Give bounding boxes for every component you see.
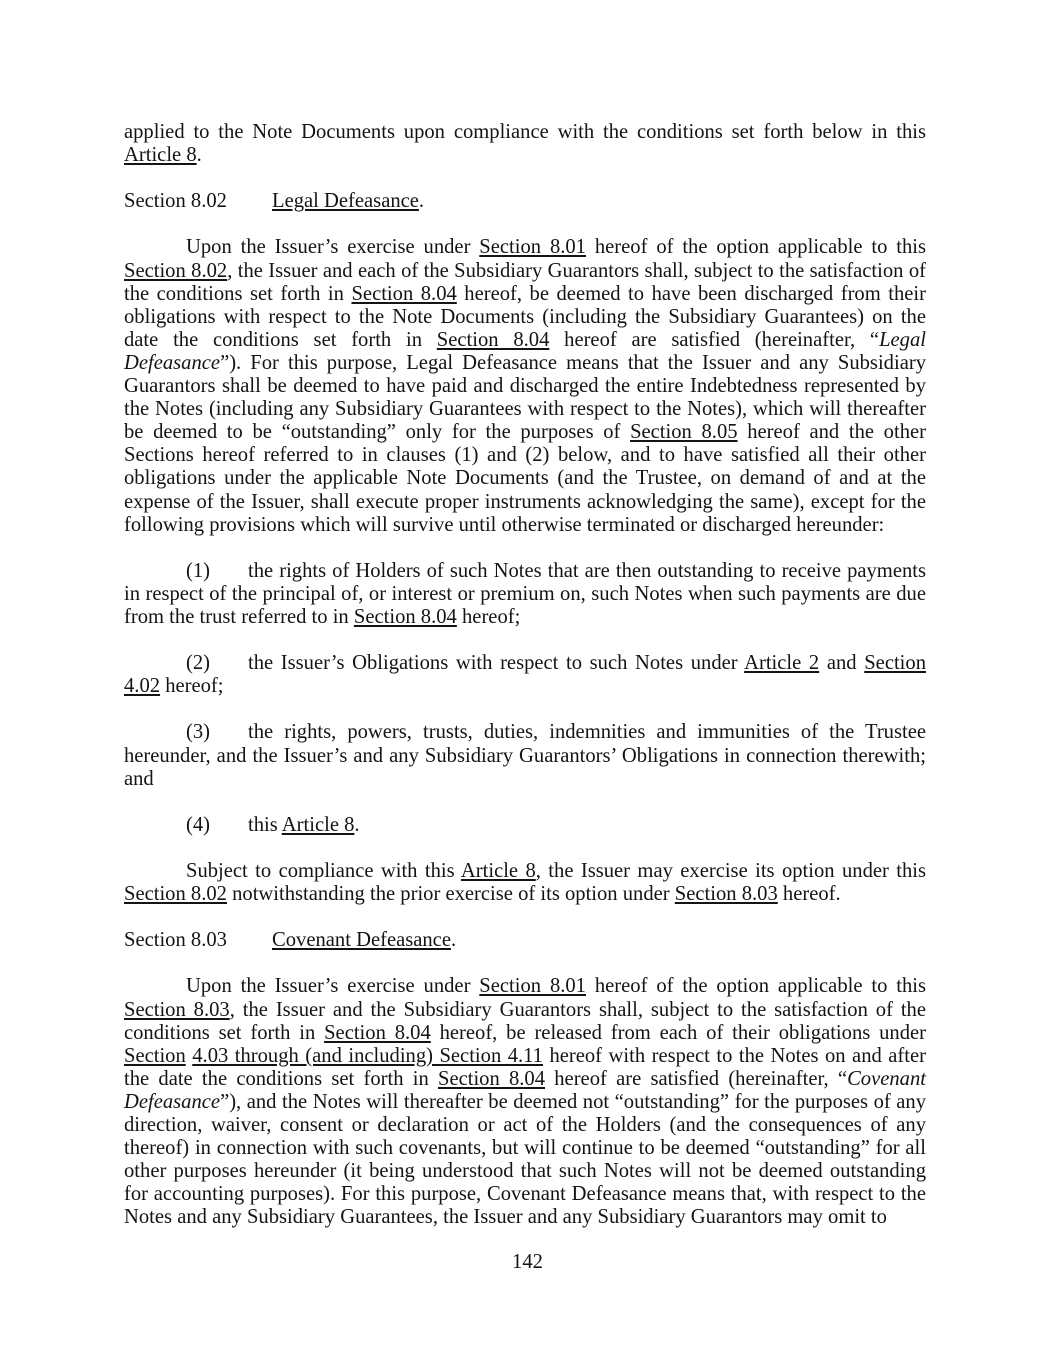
section-title: Covenant Defeasance [272,929,451,952]
section-reference: Article 8 [281,813,355,836]
defined-term: Legal Defeasance [124,328,926,374]
clause-paragraph [124,721,926,790]
section-reference: Section 8.03 [124,998,230,1021]
page-number: 142 [512,1251,543,1273]
text-run: applied to the Note Documents upon compliance with the conditions set forth below in this [124,121,926,143]
section-number: Section 8.02 [124,190,227,213]
section-reference: Section 8.02 [124,259,228,282]
text-run: hereof, be released from each of their obligations under [430,1021,926,1044]
text-run: hereof of the option applicable to this [585,236,926,259]
section-reference: Article 8 [124,144,197,167]
section-reference: Section 8.04 [324,1021,431,1044]
text-run: the Issuer’s Obligations with respect to such Notes under [248,652,745,675]
section-reference: Article 2 [744,652,820,675]
defined-term: Covenant Defeasance [124,1067,926,1113]
section-reference: Section 8.01 [479,236,586,259]
text-run: Subject to compliance with this [186,860,461,882]
section-reference: Section 8.05 [630,421,738,444]
text-run: the rights of Holders of such Notes that are then outstanding to receive payments in respect of the principal of, or interest or premium on, such Notes when such payments are due from the trust referred to in [124,559,926,628]
section-reference: Section 4.02 [124,652,926,698]
section-reference: Article 8 [460,860,536,882]
text-run: Upon the Issuer’s exercise under [186,236,480,259]
clause-paragraph [124,652,926,698]
section-number: Section 8.03 [124,929,227,952]
text-run: this [248,813,282,836]
clause-paragraph [124,560,926,629]
body-paragraph [124,975,926,1229]
text-run: and [819,652,865,675]
section-reference: Section 8.04 [351,282,457,305]
section-reference: Section 8.03 [674,883,778,906]
section-heading: Section 8.02 Legal Defeasance. [124,190,425,213]
section-title: Legal Defeasance [272,190,419,213]
text-run: ”). For this purpose, Legal Defeasance means that the Issuer and any Subsidiary Guarantors shall be deemed to have paid and discharged the entire Indebtedness represented by the Notes (including any Subsidiary Guarantees with respect to the Notes), which will thereafter be deemed to be “outstanding” only for the purposes of [124,351,926,444]
body-paragraph [124,860,926,906]
clause-number: (4) [186,813,211,836]
text-run: Upon the Issuer’s exercise under [186,975,480,998]
text-run: hereof and the other Sections hereof referred to in clauses (1) and (2) below, and to have satisfied all their other obligations under the applicable Note Documents (and the Trustee, on demand of and at the expense of the Issuer, shall execute proper instruments acknowledging the same), except for the following provisions which will survive until otherwise terminated or discharged hereunder: [124,421,926,536]
clause-number: (1) [186,559,211,582]
text-run: ”), and the Notes will thereafter be deemed not “outstanding” for the purposes of any direction, waiver, consent or declaration or act of the Holders (and the consequences of any thereof) in connection with such covenants, but will continue to be deemed “outstanding” for all other purposes hereunder (it being understood that such Notes will not be deemed outstanding for accounting purposes). For this purpose, Covenant Defeasance means that, with respect to the Notes and any Subsidiary Guarantees, the Issuer and any Subsidiary Guarantors may omit to [124,1090,926,1229]
section-reference: Section [124,1044,186,1067]
clause-number: (2) [186,652,211,675]
text-run: hereof, be deemed to have been discharged from their obligations with respect to the Note Documents (including the Subsidiary Guarantees) on the date the conditions set forth in [124,282,926,351]
text-run: , the Issuer and the Subsidiary Guarantors shall, subject to the satisfaction of the conditions set forth in [124,998,926,1044]
text-run: , the Issuer may exercise its option under this [535,860,927,882]
text-run: , the Issuer and each of the Subsidiary Guarantors shall, subject to the satisfaction of the conditions set forth in [124,259,926,305]
section-heading: Section 8.03 Covenant Defeasance. [124,929,457,952]
section-reference: Section 8.04 [436,328,550,351]
text-run: . [354,813,360,836]
body-paragraph [124,236,926,536]
text-run: hereof are satisfied (hereinafter, “ [549,328,880,351]
text-run: the rights, powers, trusts, duties, indemnities and immunities of the Trustee hereunder, and the Issuer’s and any Subsidiary Guarantors’ Obligations in connection therewith; and [124,721,926,790]
document-body [124,121,926,1230]
section-reference: 4.03 through (and including) Section 4.11 [192,1044,543,1067]
text-run: hereof with respect to the Notes on and after the date the conditions set forth in [124,1044,926,1090]
text-run: . [196,144,202,167]
text-run: hereof; [160,675,224,698]
text-run: hereof of the option applicable to this [585,975,926,998]
clause-paragraph [124,814,926,837]
section-reference: Section 8.04 [353,605,457,628]
clause-number: (3) [186,721,211,744]
body-paragraph [124,121,926,167]
text-run: hereof; [456,605,521,628]
section-reference: Section 8.02 [124,883,227,906]
text-run: notwithstanding the prior exercise of its option under [226,883,675,906]
text-run: hereof are satisfied (hereinafter, “ [545,1067,848,1090]
text-run: hereof. [777,883,841,906]
section-reference: Section 8.01 [479,975,586,998]
section-reference: Section 8.04 [437,1067,546,1090]
